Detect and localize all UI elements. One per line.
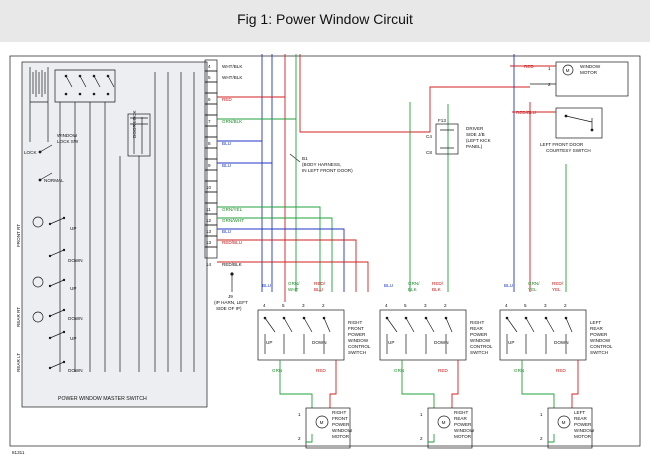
pin-name: RED/BLK (222, 262, 242, 267)
courtesy-switch-feed: RED/BLU (516, 110, 536, 115)
master-down-1: DOWN (68, 258, 83, 263)
door-lock-label: DOOR LOCK (132, 110, 137, 138)
pin-name: GRN/BLK (222, 119, 243, 124)
page-title: Fig 1: Power Window Circuit (237, 11, 413, 27)
switch-out-left: GRN (394, 368, 405, 373)
motor-terminal-1: 1 (540, 412, 543, 417)
pin-4: 4 (385, 303, 388, 308)
switch-name: RIGHT (470, 320, 485, 325)
fuse-label: F13 (438, 118, 446, 123)
pin-name: GRN/WHT (222, 218, 244, 223)
courtesy-switch-label: LEFT FRONT DOOR (540, 142, 584, 147)
window-motor-label: WINDOW (580, 64, 601, 69)
svg-text:POWER: POWER (348, 332, 366, 337)
b1-label: B1 (302, 156, 308, 161)
pin-name: BLU (222, 229, 231, 234)
pin-3: 3 (424, 303, 427, 308)
svg-text:SIDE OF IP): SIDE OF IP) (216, 306, 242, 311)
pin-3: 3 (544, 303, 547, 308)
pin-num: 6 (208, 97, 211, 102)
pin-name: BLU (222, 141, 231, 146)
svg-text:MOTOR: MOTOR (580, 70, 598, 75)
pin-num: 9 (208, 163, 211, 168)
pin-2: 2 (564, 303, 567, 308)
svg-text:MOTOR: MOTOR (574, 434, 592, 439)
lock-label: LOCK (24, 150, 37, 155)
right-rear-switch (380, 303, 493, 448)
master-switch-label: POWER WINDOW MASTER SWITCH (58, 396, 147, 402)
switch-wire-label: BLU (504, 283, 513, 288)
motor-mark: M (565, 68, 570, 73)
motor-label: LEFT (574, 410, 586, 415)
svg-text:(IP HARN, LEFT: (IP HARN, LEFT (214, 300, 248, 305)
switch-wire-label: RED/ (314, 281, 325, 286)
motor-label: RIGHT (454, 410, 469, 415)
switch-out-right: RED (556, 368, 566, 373)
svg-text:MOTOR: MOTOR (454, 434, 472, 439)
svg-text:WINDOW: WINDOW (332, 428, 353, 433)
svg-text:WINDOW: WINDOW (590, 338, 611, 343)
master-up-2: UP (70, 286, 77, 291)
motor-terminal-2: 2 (548, 82, 551, 87)
svg-text:SWITCH: SWITCH (470, 350, 489, 355)
pin-num: 13 (206, 240, 212, 245)
switch-out-left: GRN (272, 368, 283, 373)
svg-text:POWER: POWER (574, 422, 592, 427)
j9-label: J9 (228, 294, 233, 299)
svg-text:BLU: BLU (314, 287, 323, 292)
pin-num: 10 (206, 185, 212, 190)
front-rt-label: FRONT RT (16, 223, 21, 247)
switch-up-label: UP (388, 340, 395, 345)
svg-text:POWER: POWER (470, 332, 488, 337)
svg-text:POWER: POWER (454, 422, 472, 427)
motor-terminal-2: 2 (420, 436, 423, 441)
motor-terminal-1: 1 (420, 412, 423, 417)
fuse-block (436, 124, 458, 154)
svg-text:IN LEFT FRONT DOOR): IN LEFT FRONT DOOR) (302, 168, 353, 173)
pin-num: 7 (208, 119, 211, 124)
svg-text:POWER: POWER (332, 422, 350, 427)
diagram-code: 81311 (12, 450, 25, 455)
svg-text:REAR: REAR (574, 416, 587, 421)
driver-jb-label: DRIVER (466, 126, 484, 131)
switch-out-right: RED (316, 368, 326, 373)
window-motor-feed: RED (524, 64, 534, 69)
svg-text:MOTOR: MOTOR (332, 434, 350, 439)
svg-text:SWITCH: SWITCH (590, 350, 609, 355)
switch-up-label: UP (508, 340, 515, 345)
svg-text:FRONT: FRONT (332, 416, 348, 421)
switch-up-label: UP (266, 340, 273, 345)
switch-name: LEFT (590, 320, 602, 325)
wiring-diagram (0, 42, 650, 459)
svg-text:REAR: REAR (470, 326, 483, 331)
normal-label: NORMAL (44, 178, 64, 183)
svg-text:CONTROL: CONTROL (348, 344, 371, 349)
svg-text:WHT: WHT (288, 287, 299, 292)
fuse-terminal-c4: C4 (426, 134, 432, 139)
switch-out-right: RED (438, 368, 448, 373)
switch-wire-label: GRN/ (528, 281, 540, 286)
svg-text:COURTESY SWITCH: COURTESY SWITCH (546, 148, 591, 153)
motor-mark: M (441, 420, 446, 425)
pin-num: 12 (206, 218, 212, 223)
svg-text:WINDOW: WINDOW (574, 428, 595, 433)
window-lock-switch-label: WINDOW (57, 133, 78, 138)
svg-text:(BODY HARNESS,: (BODY HARNESS, (302, 162, 342, 167)
master-down-3: DOWN (68, 368, 83, 373)
pin-name: BLU (222, 163, 231, 168)
svg-text:SWITCH: SWITCH (348, 350, 367, 355)
fuse-terminal-c8: C8 (426, 150, 432, 155)
svg-text:YEL: YEL (552, 287, 561, 292)
switch-wire-label: RED/ (432, 281, 443, 286)
pin-5: 5 (524, 303, 527, 308)
right-front-switch (258, 303, 371, 448)
switch-down-label: DOWN (312, 340, 327, 345)
svg-text:CONTROL: CONTROL (590, 344, 613, 349)
pin-num: 14 (206, 262, 212, 267)
svg-text:YEL: YEL (528, 287, 537, 292)
svg-text:WINDOW: WINDOW (348, 338, 369, 343)
svg-text:FRONT: FRONT (348, 326, 364, 331)
svg-text:BLK: BLK (432, 287, 441, 292)
svg-text:POWER: POWER (590, 332, 608, 337)
svg-text:REAR: REAR (454, 416, 467, 421)
rear-lt-label: REAR LT (16, 352, 21, 372)
motor-label: RIGHT (332, 410, 347, 415)
motor-terminal-2: 2 (298, 436, 301, 441)
pin-5: 5 (404, 303, 407, 308)
svg-text:PANEL): PANEL) (466, 144, 483, 149)
switch-wire-label: RED/ (552, 281, 563, 286)
pin-2: 2 (322, 303, 325, 308)
pin-4: 4 (263, 303, 266, 308)
master-up-3: UP (70, 336, 77, 341)
pin-num: 5 (208, 75, 211, 80)
pin-name: WHT/BLK (222, 64, 243, 69)
switch-wire-label: BLU (384, 283, 393, 288)
switch-wire-label: BLU (262, 283, 271, 288)
switch-down-label: DOWN (554, 340, 569, 345)
switch-down-label: DOWN (434, 340, 449, 345)
pin-num: 8 (208, 141, 211, 146)
master-down-2: DOWN (68, 316, 83, 321)
courtesy-switch-block (556, 108, 602, 138)
motor-terminal-1: 1 (548, 66, 551, 71)
svg-text:WINDOW: WINDOW (454, 428, 475, 433)
svg-text:(LEFT KICK: (LEFT KICK (466, 138, 491, 143)
pin-4: 4 (505, 303, 508, 308)
pin-2: 2 (444, 303, 447, 308)
switch-name: RIGHT (348, 320, 363, 325)
motor-mark: M (561, 420, 566, 425)
motor-terminal-1: 1 (298, 412, 301, 417)
motor-mark: M (319, 420, 324, 425)
switch-wire-label: GRN/ (408, 281, 420, 286)
motor-terminal-2: 2 (540, 436, 543, 441)
pin-name: RED/BLU (222, 240, 242, 245)
pin-3: 3 (302, 303, 305, 308)
pin-num: 11 (206, 207, 211, 212)
switch-out-left: GRN (514, 368, 525, 373)
switch-wire-label: GRN/ (288, 281, 300, 286)
pin-num: 4 (208, 64, 211, 69)
pin-name: RED (222, 97, 232, 102)
pin-name: WHT/BLK (222, 75, 243, 80)
svg-text:LOCK SW: LOCK SW (57, 139, 79, 144)
svg-text:CONTROL: CONTROL (470, 344, 493, 349)
master-up-1: UP (70, 226, 77, 231)
left-rear-switch (500, 303, 613, 448)
pin-name: GRN/YEL (222, 207, 243, 212)
pin-5: 5 (282, 303, 285, 308)
svg-text:BLK: BLK (408, 287, 417, 292)
rear-rt-label: REAR RT (16, 306, 21, 327)
svg-text:WINDOW: WINDOW (470, 338, 491, 343)
pin-num: 13 (206, 229, 212, 234)
svg-text:SIDE J/B: SIDE J/B (466, 132, 485, 137)
svg-text:REAR: REAR (590, 326, 603, 331)
